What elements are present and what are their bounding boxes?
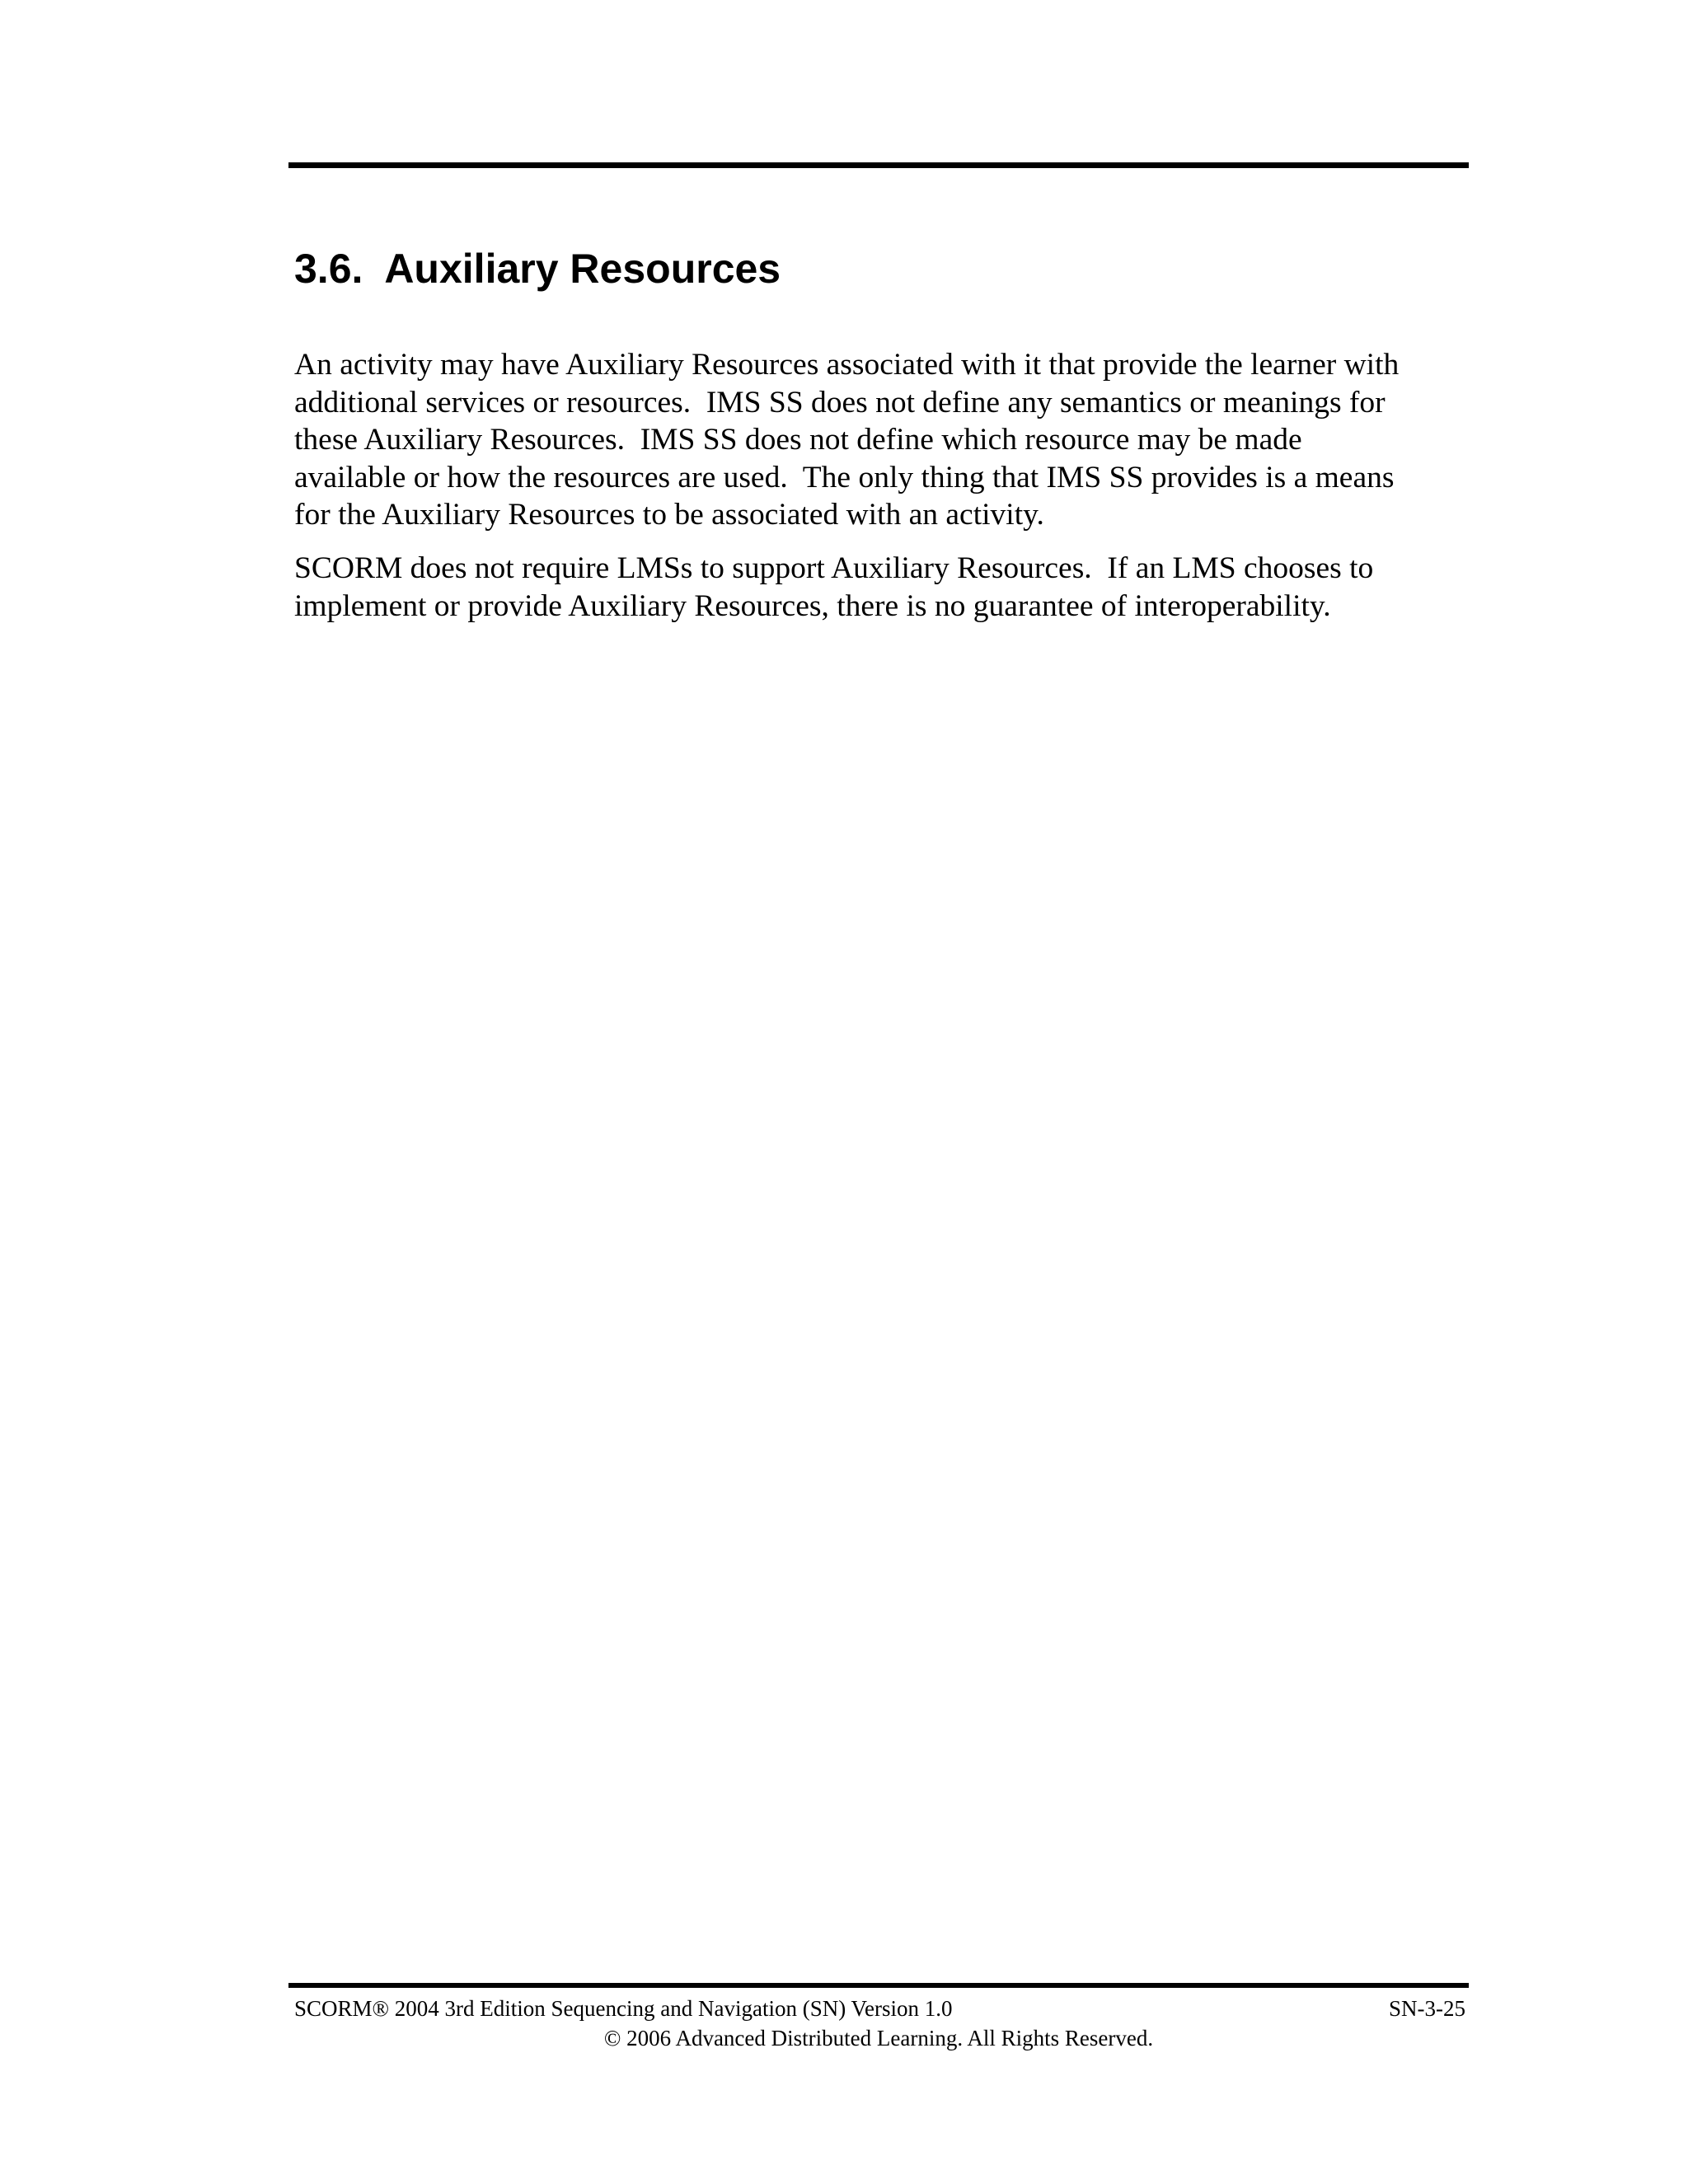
paragraph-line: for the Auxiliary Resources to be associated with an activity. <box>294 498 1044 532</box>
paragraph-auxiliary-resources-intro <box>294 346 1473 534</box>
paragraph-lms-support <box>294 550 1473 625</box>
header-rule <box>288 162 1469 168</box>
footer-page-number: SN-3-25 <box>1389 1996 1465 2021</box>
footer-document-title: SCORM® 2004 3rd Edition Sequencing and Navigation (SN) Version 1.0 <box>294 1996 953 2021</box>
paragraph-line: these Auxiliary Resources. IMS SS does not define which resource may be made <box>294 423 1302 457</box>
section-heading: 3.6. Auxiliary Resources <box>294 246 781 292</box>
paragraph-line: SCORM does not require LMSs to support Auxiliary Resources. If an LMS chooses to <box>294 551 1374 585</box>
paragraph-line: implement or provide Auxiliary Resources, there is no guarantee of interoperability. <box>294 588 1331 623</box>
footer-rule <box>288 1983 1469 1988</box>
paragraph-line: additional services or resources. IMS SS does not define any semantics or meanings for <box>294 385 1386 419</box>
paragraph-line: An activity may have Auxiliary Resources associated with it that provide the learner with <box>294 348 1400 382</box>
footer-copyright: © 2006 Advanced Distributed Learning. All Rights Reserved. <box>603 2026 1154 2050</box>
paragraph-line: available or how the resources are used. The only thing that IMS SS provides is a means <box>294 460 1395 494</box>
section-body <box>294 346 1473 640</box>
